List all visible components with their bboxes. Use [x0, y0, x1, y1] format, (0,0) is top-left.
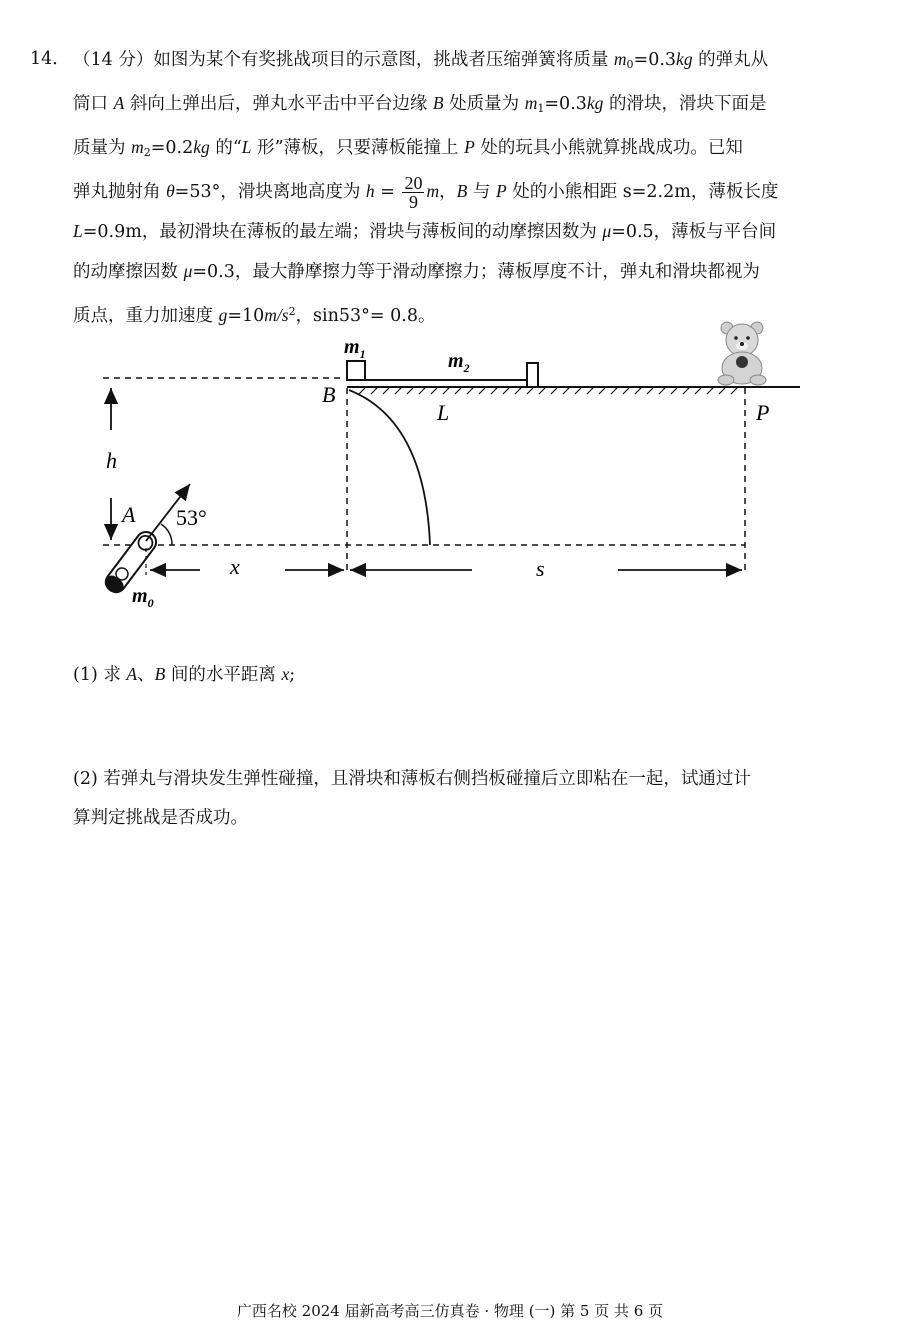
stem-line-5: L=0.9m，最初滑块在薄板的最左端；滑块与薄板间的动摩擦因数为 μ=0.5，薄板与平台间: [73, 221, 777, 242]
part-1: (1) 求 A、B 间的水平距离 x;: [73, 664, 296, 685]
label-A: A: [122, 502, 136, 527]
stem-line-7: 质点，重力加速度 $g=10m/s^2$，sin53°= 0.8。: [73, 305, 436, 326]
label-m2: $m_2$: [448, 350, 470, 375]
board-stopper: [527, 363, 538, 387]
question-stem: [73, 40, 873, 336]
height-fraction: $\frac{20}{9}$: [404, 173, 423, 212]
angle-arc: [161, 524, 172, 545]
label-s: s: [536, 556, 545, 581]
label-L: L: [437, 400, 450, 425]
platform-curved-support: [349, 390, 430, 545]
label-h: h: [106, 448, 117, 473]
label-m1: $m_1$: [344, 336, 366, 361]
stem-line-1: （14 分）如图为某个有奖挑战项目的示意图，挑战者压缩弹簧将质量 $m_0=0.3kg$ 的弹丸从: [73, 49, 769, 71]
label-angle: 53°: [176, 505, 207, 530]
stem-line-2: 筒口 A 斜向上弹出后，弹丸水平击中平台边缘 B 处质量为 $m_1=0.3kg$ 的滑块，滑块下面是: [73, 93, 767, 115]
stem-line-6: 的动摩擦因数 μ=0.3，最大静摩擦力等于滑动摩擦力；薄板厚度不计，弹丸和滑块都视为: [73, 261, 760, 282]
physics-diagram: [0, 310, 900, 630]
platform-hatching: [359, 388, 737, 394]
label-B: B: [322, 382, 336, 407]
stem-line-3: 质量为 $m_2=0.2kg$ 的“L 形”薄板，只要薄板能撞上 P 处的玩具小熊就算挑战成功。已知: [73, 137, 743, 159]
label-P: P: [756, 400, 770, 425]
teddy-bear-icon: [718, 322, 766, 385]
question-number: 14．: [30, 49, 70, 69]
label-m0: $m_0$: [132, 585, 154, 610]
part-2: (2) 若弹丸与滑块发生弹性碰撞，且滑块和薄板右侧挡板碰撞后立即粘在一起，试通过计 算判定挑战是否成功。: [73, 769, 751, 828]
label-x: x: [230, 554, 240, 579]
stem-line-4: 弹丸抛射角 θ=53°，滑块离地高度为 h = $\frac{20}{9}$ m，B 与 P 处的小熊相距 s=2.2m，薄板长度: [73, 173, 779, 212]
slider-m1: [347, 361, 365, 380]
page-footer: 广西名校 2024 届新高考高三仿真卷 · 物理 (一) 第 5 页 共 6 页: [236, 1302, 664, 1320]
